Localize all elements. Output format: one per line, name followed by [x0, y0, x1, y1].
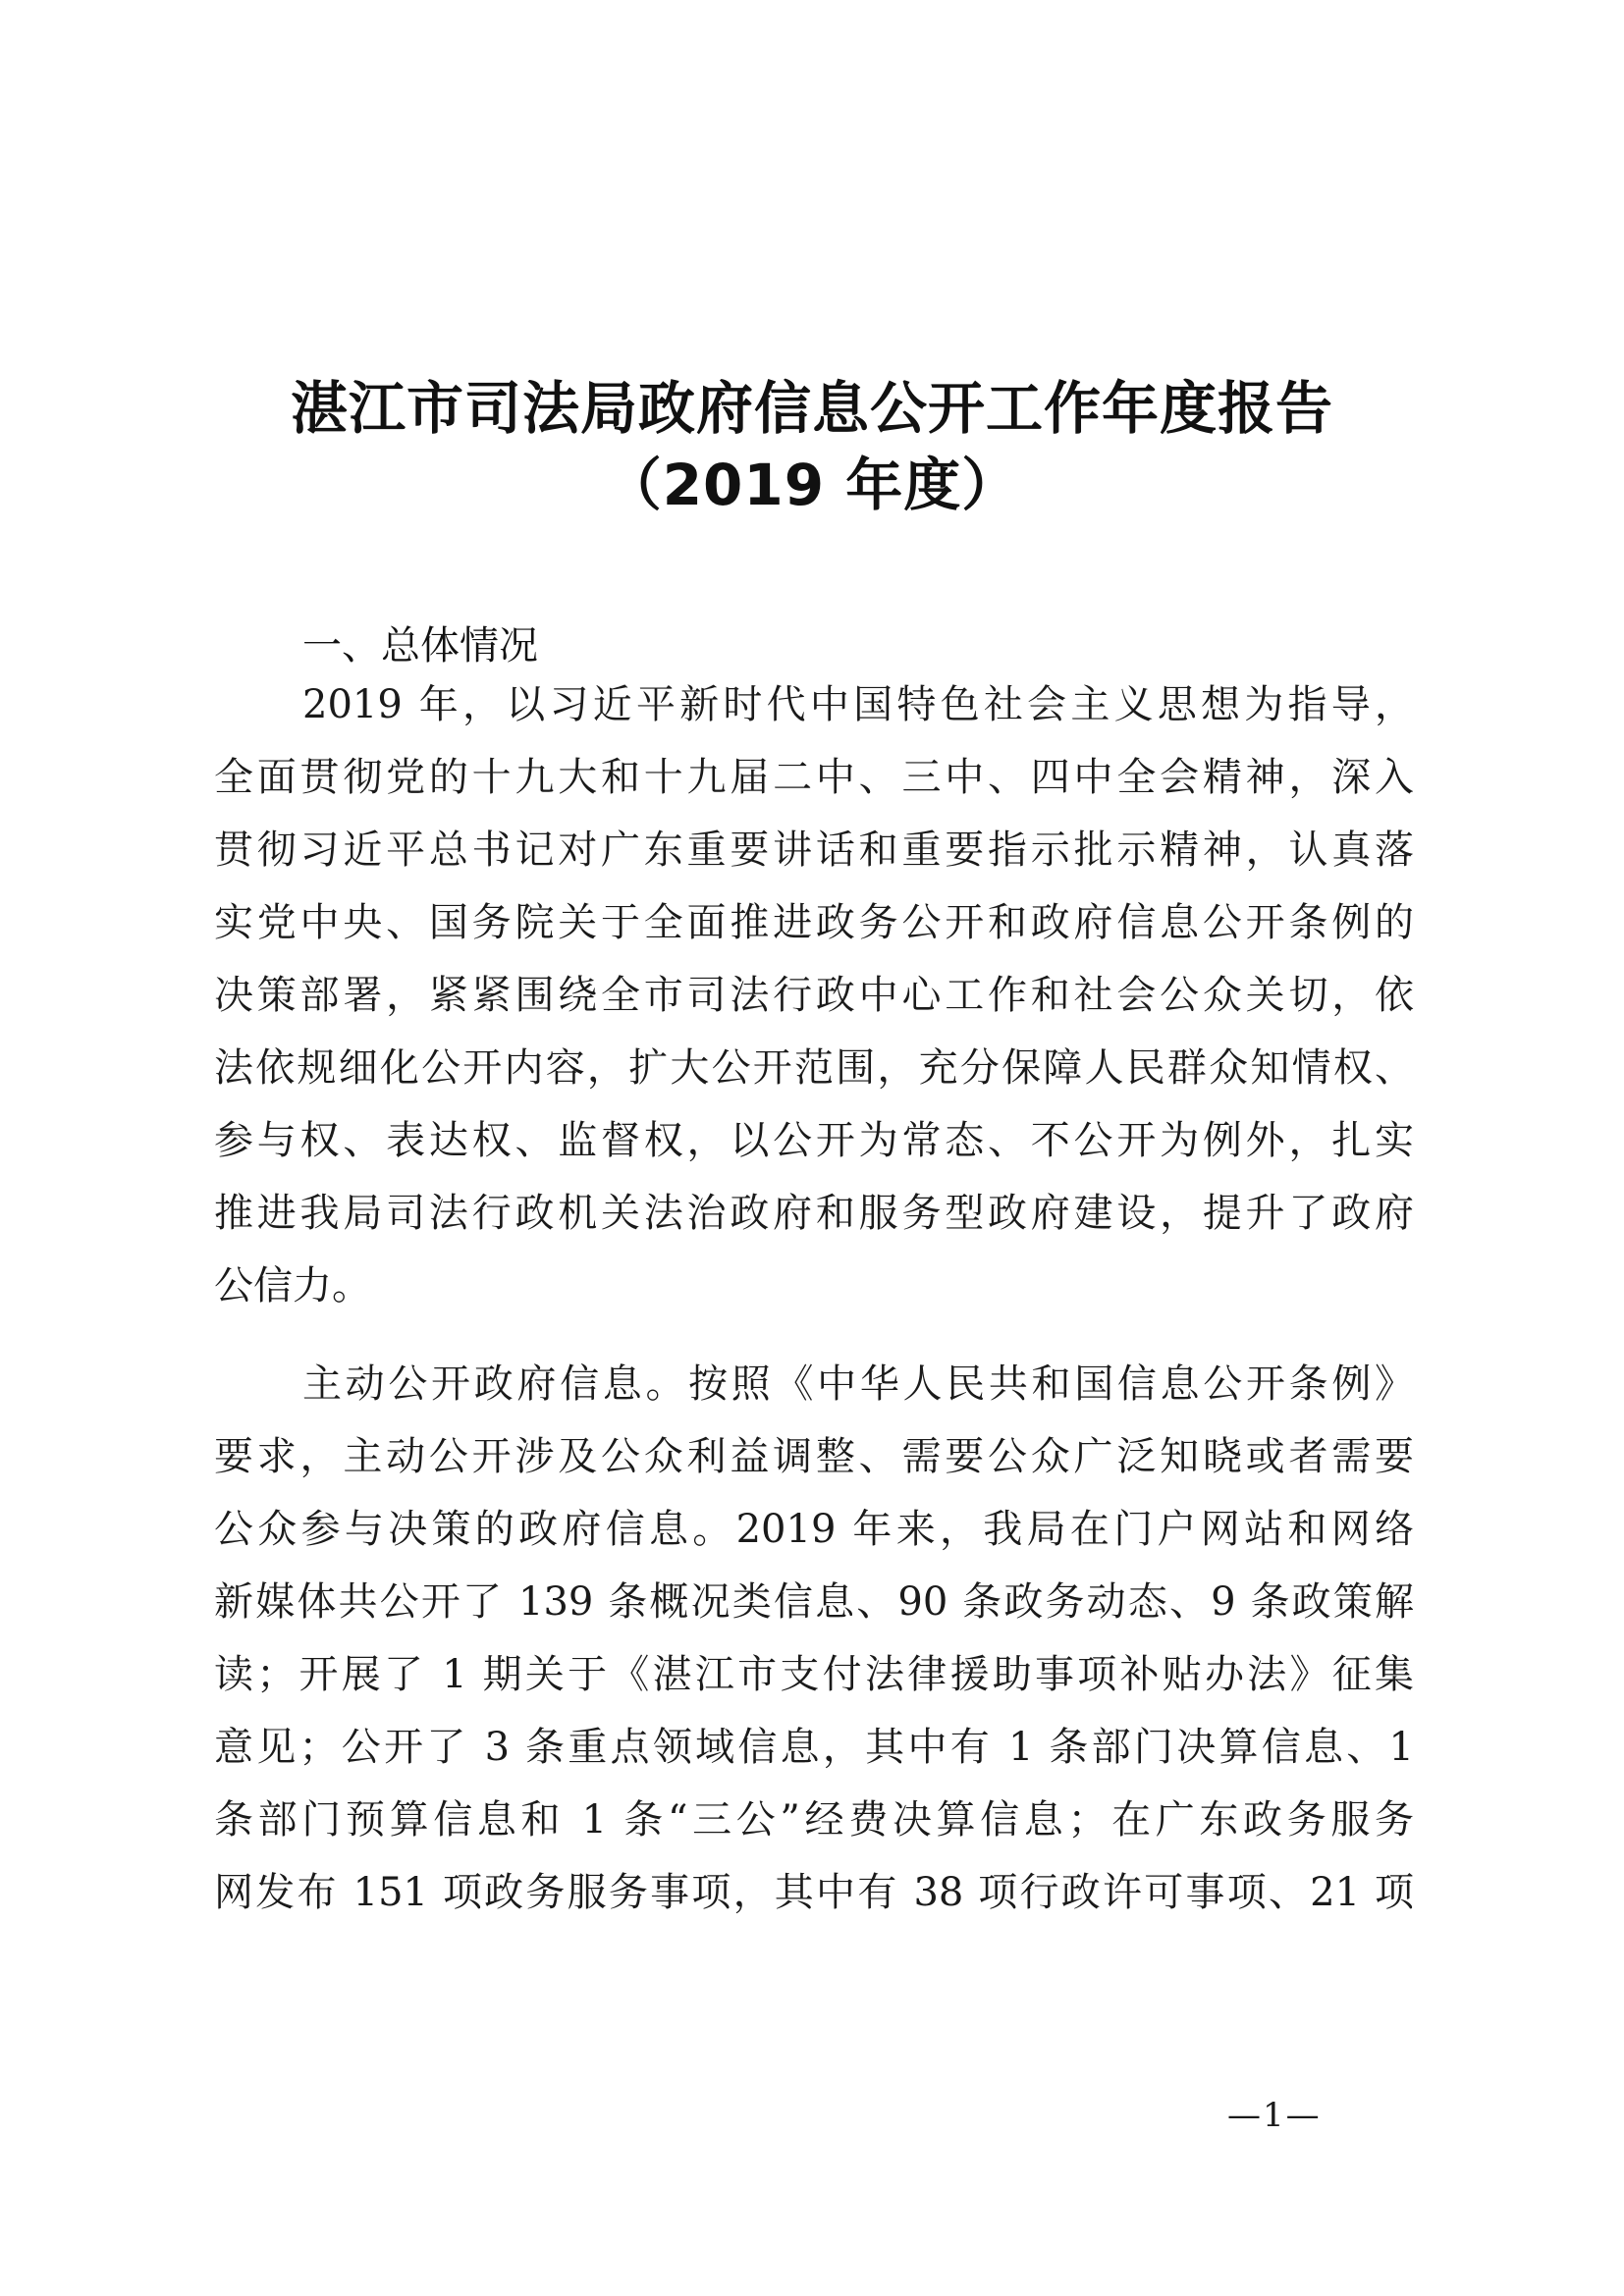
paragraph-1-line: 决策部署，紧紧围绕全市司法行政中心工作和社会公众关切，依 [214, 973, 1414, 1018]
paragraph-1-line: 参与权、表达权、监督权，以公开为常态、不公开为例外，扎实 [214, 1118, 1414, 1163]
paragraph-2-line: 意见；公开了 3 条重点领域信息，其中有 1 条部门决算信息、1 [214, 1725, 1414, 1770]
paragraph-1-line: 2019 年，以习近平新时代中国特色社会主义思想为指导， [302, 682, 1414, 727]
paragraph-1-line: 公信力。 [214, 1263, 371, 1308]
paragraph-2-line: 网发布 151 项政务服务事项，其中有 38 项行政许可事项、21 项 [214, 1870, 1414, 1915]
paragraph-2-line: 条部门预算信息和 1 条“三公”经费决算信息；在广东政务服务 [214, 1797, 1414, 1842]
report-year-subtitle: （2019 年度） [604, 452, 1020, 518]
section-heading-overview: 一、总体情况 [302, 623, 538, 668]
paragraph-1-line: 法依规细化公开内容，扩大公开范围，充分保障人民群众知情权、 [214, 1045, 1414, 1091]
paragraph-2-line: 要求，主动公开涉及公众利益调整、需要公众广泛知晓或者需要 [214, 1434, 1414, 1479]
paragraph-1-line: 贯彻习近平总书记对广东重要讲话和重要指示批示精神，认真落 [214, 828, 1414, 873]
paragraph-2-line: 公众参与决策的政府信息。2019 年来，我局在门户网站和网络 [214, 1507, 1414, 1552]
paragraph-1-line: 推进我局司法行政机关法治政府和服务型政府建设，提升了政府 [214, 1191, 1414, 1236]
paragraph-1-line: 实党中央、国务院关于全面推进政务公开和政府信息公开条例的 [214, 900, 1414, 945]
paragraph-2-line: 新媒体共公开了 139 条概况类信息、90 条政务动态、9 条政策解 [214, 1579, 1414, 1625]
page-number: —1— [1227, 2096, 1322, 2135]
report-title: 湛江市司法局政府信息公开工作年度报告 [290, 375, 1333, 442]
paragraph-2-line: 主动公开政府信息。按照《中华人民共和国信息公开条例》 [302, 1362, 1414, 1407]
paragraph-2-line: 读；开展了 1 期关于《湛江市支付法律援助事项补贴办法》征集 [214, 1652, 1414, 1697]
paragraph-1-line: 全面贯彻党的十九大和十九届二中、三中、四中全会精神，深入 [214, 755, 1414, 800]
